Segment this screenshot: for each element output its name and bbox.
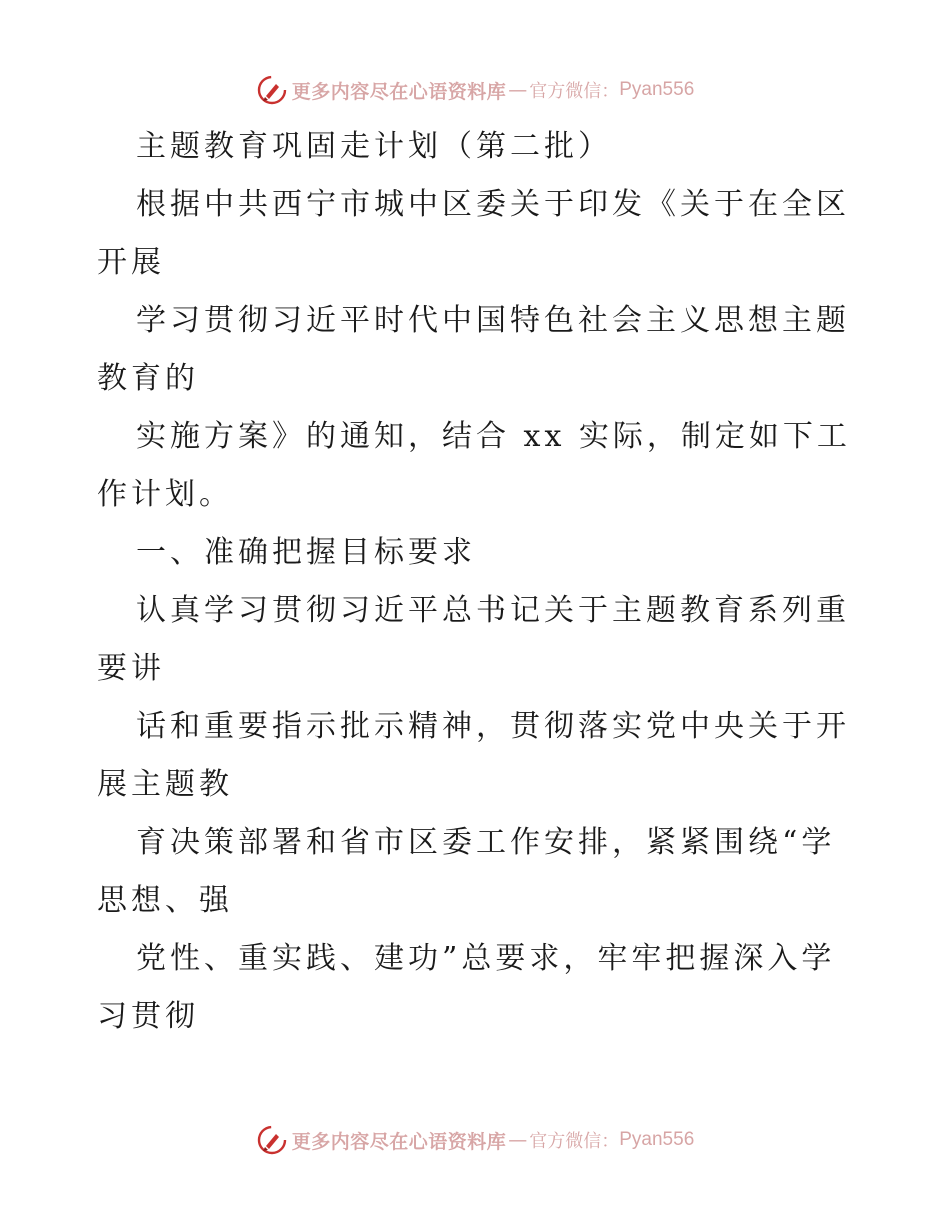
footer-watermark bbox=[0, 1120, 950, 1160]
paragraph-line: 实施方案》的通知，结合 xx 实际，制定如下工 bbox=[136, 419, 851, 454]
pen-nib-logo-icon bbox=[256, 74, 288, 106]
paragraph-line: 育决策部署和省市区委工作安排，紧紧围绕“学 bbox=[136, 825, 836, 860]
paragraph-line: 教育的 bbox=[97, 361, 199, 396]
paragraph-line: 开展 bbox=[97, 245, 165, 280]
watermark-main-text: 更多内容尽在心语资料库 bbox=[291, 1130, 507, 1153]
paragraph-line: 党性、重实践、建功”总要求，牢牢把握深入学 bbox=[136, 941, 836, 976]
document-body bbox=[97, 118, 857, 1046]
watermark-separator: — bbox=[508, 79, 528, 101]
watermark-contact-id: Pyan556 bbox=[619, 1129, 695, 1150]
watermark-contact-label: 官方微信： bbox=[529, 1131, 620, 1152]
watermark-separator: — bbox=[508, 1129, 528, 1151]
watermark-contact-label: 官方微信： bbox=[529, 81, 620, 102]
paragraph-line: 认真学习贯彻习近平总书记关于主题教育系列重 bbox=[136, 593, 850, 628]
header-watermark bbox=[0, 70, 950, 110]
paragraph-line: 学习贯彻习近平时代中国特色社会主义思想主题 bbox=[136, 303, 850, 338]
section-heading: 一、准确把握目标要求 bbox=[136, 535, 476, 570]
paragraph-line: 根据中共西宁市城中区委关于印发《关于在全区 bbox=[136, 187, 850, 222]
document-title: 主题教育巩固走计划（第二批） bbox=[136, 129, 612, 164]
paragraph-line: 要讲 bbox=[97, 651, 165, 686]
paragraph-line: 话和重要指示批示精神，贯彻落实党中央关于开 bbox=[136, 709, 850, 744]
paragraph-line: 思想、强 bbox=[97, 883, 233, 918]
watermark-contact-id: Pyan556 bbox=[619, 79, 695, 100]
paragraph-line: 作计划。 bbox=[97, 477, 233, 512]
paragraph-line: 展主题教 bbox=[97, 767, 233, 802]
pen-nib-logo-icon bbox=[256, 1124, 288, 1156]
watermark-main-text: 更多内容尽在心语资料库 bbox=[291, 80, 507, 103]
paragraph-line: 习贯彻 bbox=[97, 999, 199, 1034]
